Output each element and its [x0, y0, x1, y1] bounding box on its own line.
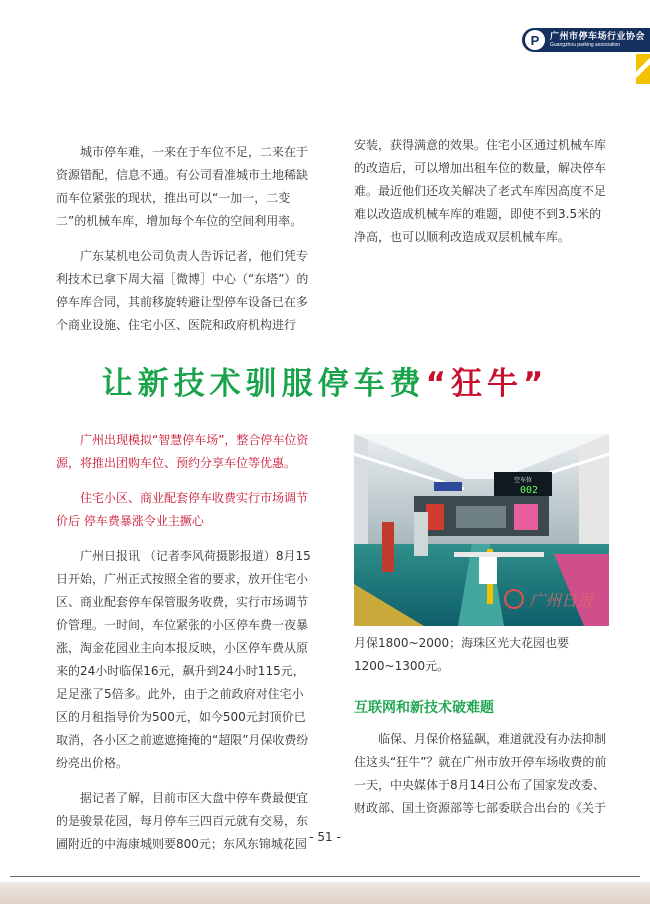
article-column-right-top: [354, 134, 610, 249]
article-column-right-bottom-continued: [354, 728, 610, 820]
article-headline: [0, 358, 650, 403]
headline-main: 让新技术驯服停车费: [101, 366, 426, 402]
article-column-right-bottom: [354, 632, 610, 678]
article-column-left-bottom: [56, 429, 312, 856]
corner-stripe-decoration: [636, 54, 650, 84]
paragraph: 月保1800~2000；海珠区光大花园也要1200~1300元。: [354, 636, 570, 673]
footer-bar: [0, 882, 650, 904]
photo-watermark: 广州日报: [529, 591, 594, 610]
garage-illustration: [354, 434, 609, 626]
association-logo: [522, 28, 650, 52]
vacancy-count: 002: [519, 485, 539, 496]
paragraph: 安装，获得满意的效果。住宅小区通过机械车库的改造后，可以增加出租车位的数量，解决停车难。最近他们还攻关解决了老式车库因高度不足难以改造成机械车库的难题，即使不到3.5米的净高，也可以顺利改造成双层机械车库。: [354, 138, 607, 244]
paragraph: 据记者了解，目前市区大盘中停车费最便宜的是骏景花园，每月停车三四百元就有交易，东圃附近的中海康城则要800元；东风东锦城花园: [56, 791, 309, 851]
paragraph: 城市停车难，一来在于车位不足，二来在于资源错配，信息不通。有公司看准城市土地稀缺而车位紧张的现状，推出可以“一加一，二变二”的机械车库，增加每个车位的空间利用率。: [56, 145, 309, 228]
logo-name-en: Guangzhou parking association: [550, 41, 621, 48]
section-subheading: 互联网和新技术破难题: [354, 700, 494, 716]
vacancy-sign-label: 空车位: [513, 477, 533, 484]
parking-p-icon: P: [525, 30, 545, 50]
lead-paragraph: 住宅小区、商业配套停车收费实行市场调节价后 停车费暴涨令业主撅心: [56, 491, 309, 528]
paragraph: 广州日报讯 （记者李风荷摄影报道）8月15日开始，广州正式按照全省的要求，放开住宅小区、商业配套停车保管服务收费，实行市场调节价管理。一时间，车位紧张的小区停车费一夜暴涨，淘金花园业主向本报反映，小区停车费从原来的24小时临保16元，飙升到24小时115元，足足涨了5倍多。此外，由于之前政府对住宅小区的月租指导价为500元，如今500元封顶价已取消，各小区之前遮遮掩掩的“超限”月保收费纷纷亮出价格。: [56, 549, 311, 770]
lead-paragraph: 广州出现模拟“智慧停车场”，整合停车位资源，将推出团购车位、预约分享车位等优惠。: [56, 433, 309, 470]
page-number: - 51 -: [309, 830, 341, 844]
headline-quoted: “狂牛”: [425, 366, 549, 402]
logo-name: 广州市停车场行业协会: [550, 31, 646, 42]
parking-garage-photo: [354, 434, 609, 626]
paragraph: 临保、月保价格猛飙，难道就没有办法抑制住这头“狂牛”？就在广州市放开停车场收费的前一天，中央媒体于8月14日公布了国家发改委、财政部、国土资源部等七部委联合出台的《关于: [354, 732, 607, 815]
article-column-left-top: [56, 141, 312, 337]
footer-divider: [10, 876, 640, 877]
paragraph: 广东某机电公司负责人告诉记者，他们凭专利技术已拿下周大福［微博］中心（“东塔”）的停车库合同，其前移旋转避让型停车设备已在多个商业设施、住宅小区、医院和政府机构进行: [56, 249, 309, 332]
